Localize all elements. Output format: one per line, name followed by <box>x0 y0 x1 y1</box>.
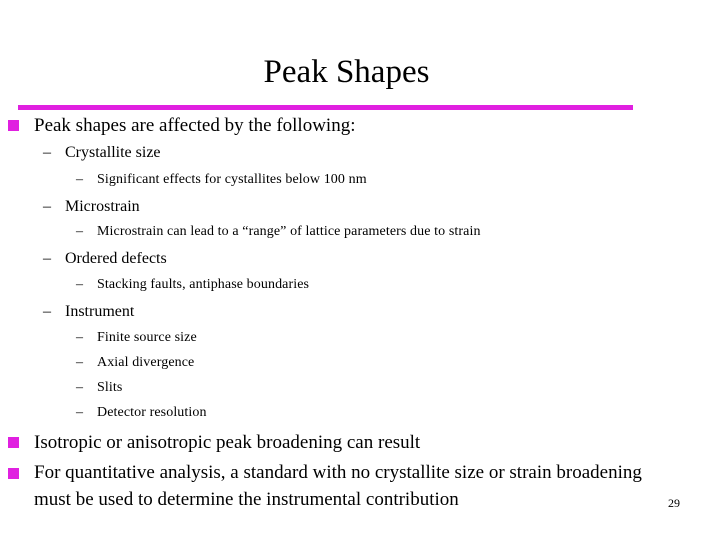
bullet-text: For quantitative analysis, a standard with no crystallite size or strain broadening <box>34 462 642 483</box>
dash-marker-icon: – <box>43 144 51 161</box>
detail-text: Significant effects for cystallites below 100 nm <box>97 172 367 187</box>
bullet-marker-icon <box>8 437 19 448</box>
title-underline <box>18 105 633 110</box>
bullet-text-continued: must be used to determine the instrumental contribution <box>34 489 459 510</box>
bullet-marker-icon <box>8 120 19 131</box>
detail-text: Finite source size <box>97 330 197 345</box>
dash-marker-icon: – <box>76 380 84 395</box>
detail-text: Axial divergence <box>97 355 195 370</box>
slide-title: Peak Shapes <box>263 54 430 90</box>
bullet-text: Isotropic or anisotropic peak broadening can result <box>34 432 421 453</box>
sub-item-text: Crystallite size <box>65 144 161 161</box>
dash-marker-icon: – <box>76 355 84 370</box>
sub-item-text: Instrument <box>65 303 135 320</box>
dash-marker-icon: – <box>76 330 84 345</box>
sub-item-text: Ordered defects <box>65 250 167 267</box>
dash-marker-icon: – <box>43 303 51 320</box>
dash-marker-icon: – <box>43 198 51 215</box>
detail-text: Stacking faults, antiphase boundaries <box>97 277 310 292</box>
detail-text: Detector resolution <box>97 405 207 420</box>
bullet-text: Peak shapes are affected by the following: <box>34 115 356 136</box>
detail-text: Microstrain can lead to a “range” of lattice parameters due to strain <box>97 224 481 239</box>
dash-marker-icon: – <box>43 250 51 267</box>
dash-marker-icon: – <box>76 277 84 292</box>
sub-item-text: Microstrain <box>65 198 140 215</box>
page-number: 29 <box>668 496 680 510</box>
bullet-marker-icon <box>8 468 19 479</box>
dash-marker-icon: – <box>76 172 84 187</box>
dash-marker-icon: – <box>76 405 84 420</box>
detail-text: Slits <box>97 380 123 395</box>
dash-marker-icon: – <box>76 224 84 239</box>
